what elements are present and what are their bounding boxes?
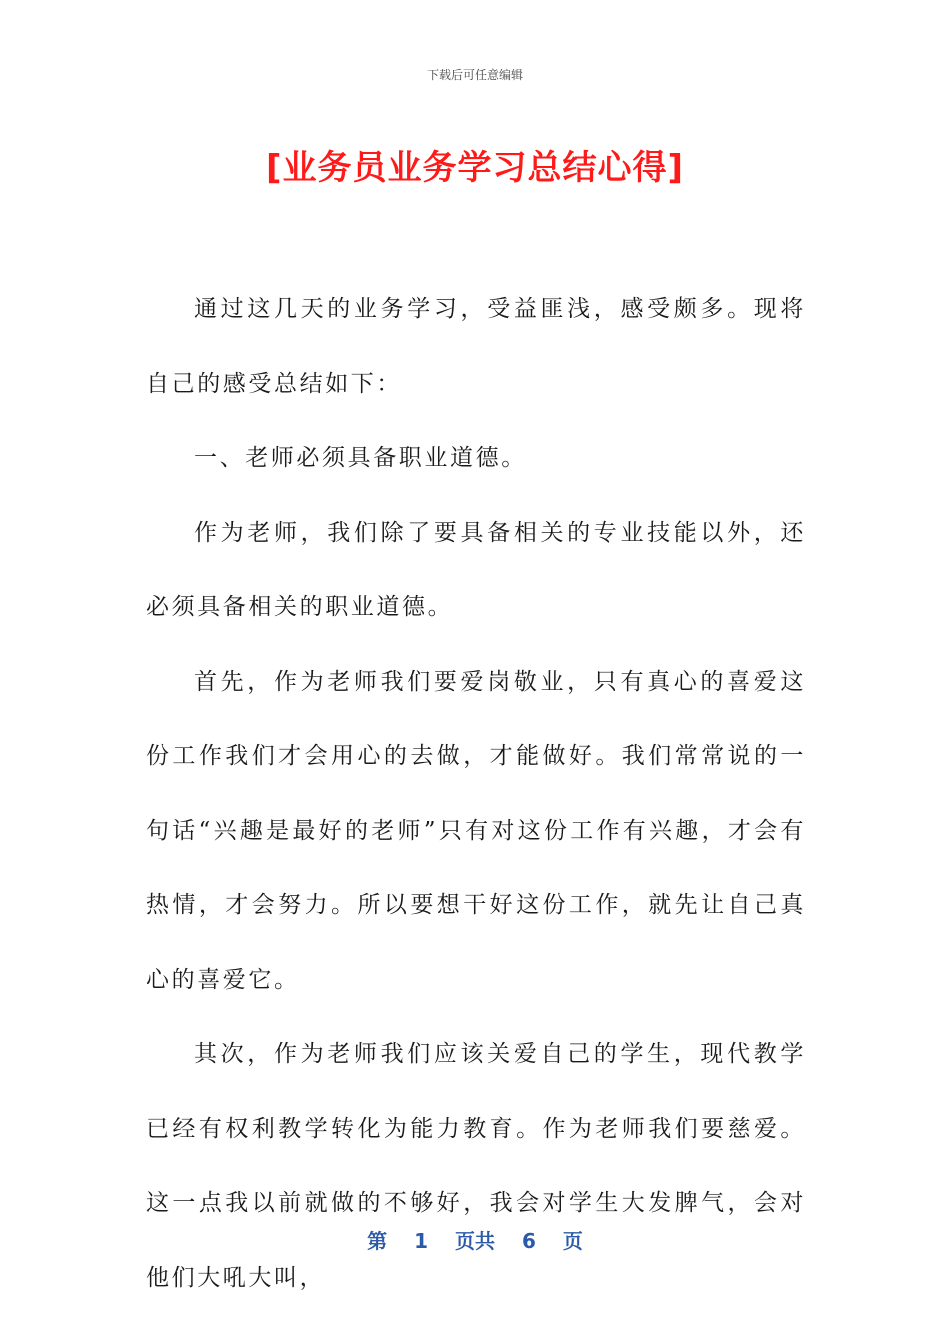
- document-title: [业务员业务学习总结心得]: [265, 148, 685, 188]
- footer-suffix: 页: [562, 1229, 583, 1253]
- footer-page-number: 1: [414, 1229, 429, 1253]
- paragraph: 作为老师，我们除了要具备相关的专业技能以外，还必须具备相关的职业道德。: [146, 519, 806, 620]
- document-body: [146, 272, 806, 1315]
- footer-page-total: 6: [521, 1229, 536, 1253]
- footer-prefix: 第: [367, 1229, 388, 1253]
- paragraph: 首先，作为老师我们要爱岗敬业，只有真心的喜爱这份工作我们才会用心的去做，才能做好。我们常常说的一句话“兴趣是最好的老师”只有对这份工作有兴趣，才会有热情，才会努力。所以要想干好这份工作，就先让自己真心的喜爱它。: [146, 668, 806, 993]
- paragraph: 通过这几天的业务学习，受益匪浅，感受颇多。现将自己的感受总结如下：: [146, 296, 806, 397]
- paragraph: 一、老师必须具备职业道德。: [194, 445, 527, 471]
- footer-middle: 页共: [455, 1229, 495, 1253]
- header-note: 下载后可任意编辑: [426, 68, 523, 82]
- paragraph: 其次，作为老师我们应该关爱自己的学生，现代教学已经有权利教学转化为能力教育。作为老师我们要慈爱。这一点我以前就做的不够好，我会对学生大发脾气，会对他们大吼大叫，: [146, 1041, 806, 1291]
- page-footer: [0, 1225, 950, 1254]
